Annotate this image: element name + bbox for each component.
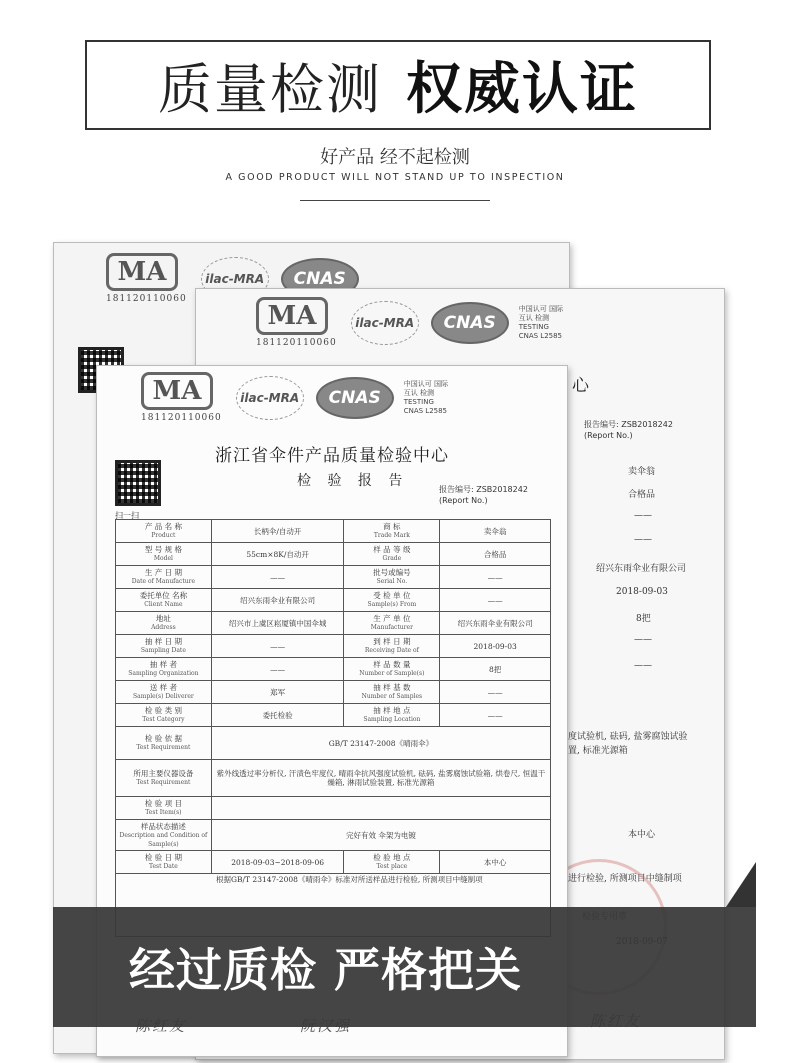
ilac-logo: ilac-MRA bbox=[351, 301, 419, 345]
ma-number: 181120110060 bbox=[106, 294, 187, 304]
partial-title: 心 bbox=[572, 376, 590, 396]
report-number: 报告编号: ZSB2018242 bbox=[584, 420, 673, 429]
cnas-logo: CNAS bbox=[281, 258, 359, 300]
row-value: —— bbox=[440, 589, 551, 612]
dark-corner bbox=[726, 862, 756, 907]
test-place: 本中心 bbox=[628, 830, 656, 840]
ilac-logo: ilac-MRA bbox=[236, 376, 304, 420]
table-row: 检 验 依 据 Test Requirement GB/T 23147-2008《晴雨伞》 bbox=[116, 727, 551, 760]
cnas-caption: 中国认可 国际互认 检测 TESTING CNAS L2585 bbox=[518, 304, 563, 340]
cell-from: —— bbox=[634, 535, 652, 545]
row-label: 委托单位 名称 Client Name bbox=[116, 589, 212, 612]
cell-manufacturer: 绍兴东雨伞业有限公司 bbox=[596, 564, 687, 574]
header-title-box bbox=[85, 40, 711, 130]
ma-logo: MA bbox=[256, 297, 328, 335]
row-value: 2018-09-03 bbox=[440, 635, 551, 658]
cnas-logo: CNAS bbox=[316, 377, 394, 419]
row-label: 送 样 者 Sample(s) Deliverer bbox=[116, 681, 212, 704]
ma-number: 181120110060 bbox=[256, 338, 337, 348]
ilac-logo: ilac-MRA bbox=[201, 257, 269, 301]
row-value: 绍兴东雨伞业有限公司 bbox=[211, 589, 344, 612]
instruments-snippet-2: 置, 标准光源箱 bbox=[568, 746, 628, 756]
table-row bbox=[116, 612, 551, 635]
ma-logo: MA bbox=[141, 372, 213, 410]
cell-location: —— bbox=[634, 661, 652, 671]
basis-value: GB/T 23147-2008《晴雨伞》 bbox=[211, 727, 550, 760]
cell-serial: —— bbox=[634, 511, 652, 521]
report-title: 检 验 报 告 bbox=[297, 473, 409, 489]
row-label: 抽 样 者 Sampling Organization bbox=[116, 658, 212, 681]
table-row: 检 验 日 期 Test Date 2018-09-03~2018-09-06 检 验 地 点 Test place 本中心 bbox=[116, 851, 551, 874]
row-label: 生 产 单 位 Manufacturer bbox=[344, 612, 440, 635]
row-label: 地址 Address bbox=[116, 612, 212, 635]
row-value: —— bbox=[211, 566, 344, 589]
row-value: —— bbox=[440, 566, 551, 589]
row-value: 绍兴东雨伞业有限公司 bbox=[440, 612, 551, 635]
cnas-caption: 中国认可 国际互认 检测 TESTING CNAS L2585 bbox=[403, 379, 448, 415]
row-value: —— bbox=[211, 658, 344, 681]
row-label: 商 标 Trade Mark bbox=[344, 520, 440, 543]
row-value: 8把 bbox=[440, 658, 551, 681]
row-label: 样 品 数 量 Number of Sample(s) bbox=[344, 658, 440, 681]
row-label: 生 产 日 期 Date of Manufacture bbox=[116, 566, 212, 589]
cnas-logo: CNAS bbox=[431, 302, 509, 344]
row-label: 到 样 日 期 Receiving Date of bbox=[344, 635, 440, 658]
row-value: —— bbox=[440, 681, 551, 704]
instruments-value: 紫外线透过率分析仪, 汗渍色牢度仪, 晴雨伞抗风强度试验机, 砝码, 盐雾腐蚀试验箱, 烘卷尺, 恒温干燥箱, 淋雨试验装置, 标准光源箱 bbox=[211, 760, 550, 797]
banner-text: 经过质检 严格把关 bbox=[129, 943, 523, 997]
table-row: 样品状态描述 Description and Condition of Sample(s) 完好有效 伞架为电镀 bbox=[116, 820, 551, 851]
row-value: 合格品 bbox=[440, 543, 551, 566]
subtitle: 好产品 经不起检测 bbox=[320, 147, 470, 168]
conclusion: 根据GB/T 23147-2008《晴雨伞》标准对所送样品进行检验, 所测项目中缝制项 bbox=[116, 874, 551, 937]
table-row bbox=[116, 704, 551, 727]
row-label: 样 品 等 级 Grade bbox=[344, 543, 440, 566]
report-number-en: (Report No.) bbox=[439, 496, 488, 505]
table-row: 所用主要仪器设备 Test Requirement 紫外线透过率分析仪, 汗渍色牢度仪, 晴雨伞抗风强度试验机, 砝码, 盐雾腐蚀试验箱, 烘卷尺, 恒温干燥箱, 淋雨试验装置, 标准光源箱 bbox=[116, 760, 551, 797]
cell-grade: 合格品 bbox=[628, 490, 656, 500]
test-place-value: 本中心 bbox=[440, 851, 551, 874]
table-row bbox=[116, 566, 551, 589]
org-title: 浙江省伞件产品质量检验中心 bbox=[215, 446, 449, 466]
cell-sample-count: 8把 bbox=[636, 614, 651, 624]
cell-trademark: 卖伞翁 bbox=[628, 467, 656, 477]
report-number: 报告编号: ZSB2018242 bbox=[439, 485, 528, 494]
row-value: 55cm×8K/自动开 bbox=[211, 543, 344, 566]
divider bbox=[300, 200, 490, 201]
table-row bbox=[116, 635, 551, 658]
report-table bbox=[115, 519, 551, 937]
table-row bbox=[116, 543, 551, 566]
row-value: 绍兴市上虞区崧厦镇中国伞城 bbox=[211, 612, 344, 635]
title-bold: 权威认证 bbox=[406, 57, 638, 122]
row-value: —— bbox=[211, 635, 344, 658]
row-value: 长柄伞/自动开 bbox=[211, 520, 344, 543]
conclusion-snippet: 进行检验, 所测项目中缝制项 bbox=[568, 874, 682, 884]
test-date-value: 2018-09-03~2018-09-06 bbox=[211, 851, 344, 874]
row-label: 抽 样 日 期 Sampling Date bbox=[116, 635, 212, 658]
table-row: 检 验 项 目 Test Item(s) bbox=[116, 797, 551, 820]
cell-sample-base: —— bbox=[634, 635, 652, 645]
row-label: 型 号 规 格 Model bbox=[116, 543, 212, 566]
bottom-banner bbox=[53, 907, 756, 1027]
table-row bbox=[116, 520, 551, 543]
qr-caption: 扫一扫 bbox=[115, 511, 139, 520]
row-value: 卖伞翁 bbox=[440, 520, 551, 543]
title-light: 质量检测 bbox=[158, 57, 382, 121]
ma-logo: MA bbox=[106, 253, 178, 291]
qr-code bbox=[115, 460, 161, 506]
cell-receiving-date: 2018-09-03 bbox=[616, 587, 668, 597]
report-number-en: (Report No.) bbox=[584, 431, 633, 440]
row-label: 检 验 类 别 Test Category bbox=[116, 704, 212, 727]
desc-value: 完好有效 伞架为电镀 bbox=[211, 820, 550, 851]
logo-row bbox=[141, 372, 452, 423]
table-row bbox=[116, 658, 551, 681]
table-row bbox=[116, 589, 551, 612]
row-value: 委托检验 bbox=[211, 704, 344, 727]
row-label: 抽 样 地 点 Sampling Location bbox=[344, 704, 440, 727]
ma-number: 181120110060 bbox=[141, 413, 222, 423]
row-label: 产 品 名 称 Product bbox=[116, 520, 212, 543]
row-label: 受 检 单 位 Sample(s) From bbox=[344, 589, 440, 612]
row-value: 郑军 bbox=[211, 681, 344, 704]
row-label: 批号或编号 Serial No. bbox=[344, 566, 440, 589]
table-row bbox=[116, 681, 551, 704]
instruments-snippet: 度试验机, 砝码, 盐雾腐蚀试验 bbox=[568, 732, 688, 742]
row-value: —— bbox=[440, 704, 551, 727]
logo-row bbox=[256, 297, 569, 348]
subtitle-en: A GOOD PRODUCT WILL NOT STAND UP TO INSPECTION bbox=[225, 172, 565, 183]
row-label: 抽 样 基 数 Number of Samples bbox=[344, 681, 440, 704]
